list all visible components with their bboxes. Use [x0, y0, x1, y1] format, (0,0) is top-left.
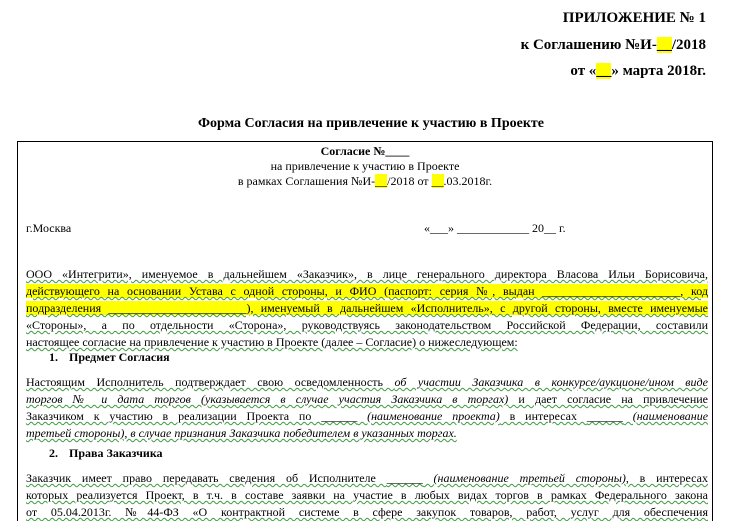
section-heading-subject: 1. Предмет Согласия	[49, 350, 170, 364]
agreement-reference: к Соглашению №И-__/2018	[520, 37, 706, 53]
consent-title: Согласие №____	[320, 144, 410, 158]
form-title: Форма Согласия на привлечение к участию в Проекте	[198, 116, 544, 131]
intro-paragraph: ООО «Интегрити», именуемое в дальнейшем «Заказчик», в лице генерального директора Власова Ильи Борисовича, действующего на основании Устава с одной стороны, и ФИО (паспорт: серия №, выдан _______________________, код подразделения _______________________), именуемый в дальнейшем «Исполнитель», с другой стороны, вместе именуемые «Стороны», а по отдельности «Сторона», руководствуясь законодательством Российской Федерации, составили настоящее согласие на привлечение к участию в Проекте (далее – Согласие) о нижеследующем:	[26, 267, 708, 349]
place-of-signing: г.Москва	[26, 221, 72, 235]
consent-framework: в рамках Соглашения №И-__/2018 от __.03.2018г.	[237, 174, 493, 188]
section-heading-rights: 2. Права Заказчика	[49, 446, 163, 460]
appendix-title: ПРИЛОЖЕНИЕ № 1	[562, 10, 706, 26]
section1-paragraph: Настоящим Исполнитель подтверждает свою осведомленность об участии Заказчика в конкурсе/аукционе/ином виде торгов № и дата торгов (указывается в случае участия Заказчика в торгах) и дает согласие на привлечение Заказчиком к участию в реализации Проекта по ______ (наименование проекта) в интересах ______ (наименование третьей стороны), в случае признания Заказчика победителем в указанных торгах.	[26, 375, 709, 440]
section2-paragraph: Заказчик имеет право передавать сведения об Исполнителе ______ (наименование третьей стороны), в интересах которых реализуется Проект, в т.ч. в составе заявки на участие в любых видах торгов в рамках Федерального закона от 05.04.2013г. №44-ФЗ «О контрактной системе в сфере закупок товаров, работ, услуг для обеспечения	[26, 471, 708, 519]
signing-date: «___» ____________ 20__ г.	[424, 221, 566, 235]
consent-subtitle: на привлечение к участию в Проекте	[270, 159, 460, 173]
agreement-date: от «__» марта 2018г.	[570, 63, 706, 79]
consent-form-frame	[17, 141, 713, 521]
